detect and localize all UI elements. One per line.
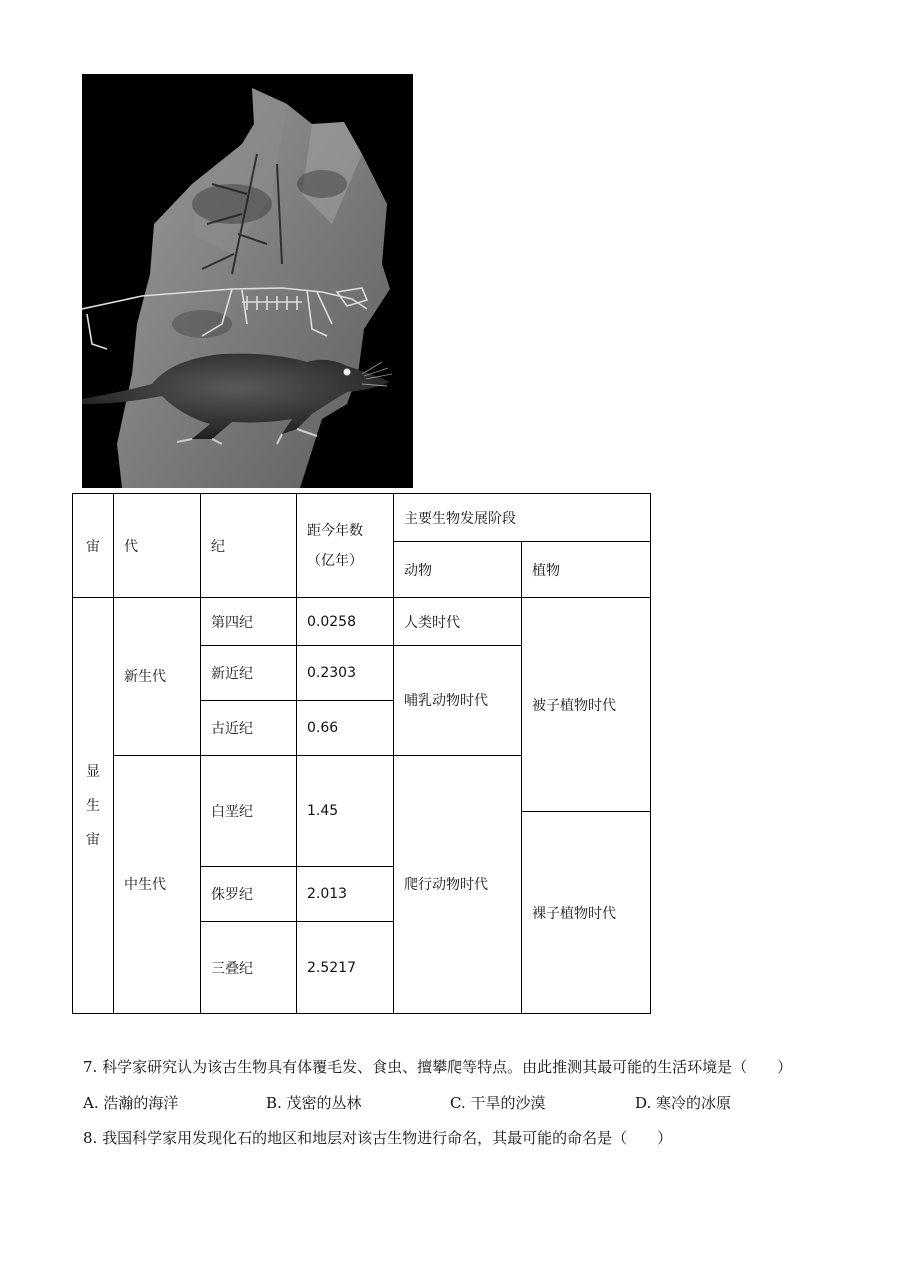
q7-option-b[interactable]: B. 茂密的丛林 <box>266 1094 362 1112</box>
period-name: 新近纪 <box>201 646 297 701</box>
animal-stage: 人类时代 <box>394 598 522 646</box>
header-period: 纪 <box>201 494 297 598</box>
period-age: 2.013 <box>297 867 393 922</box>
geologic-time-table <box>72 493 651 1014</box>
header-plant: 植物 <box>522 542 651 598</box>
question-8: 8. 我国科学家用发现化石的地区和地层对该古生物进行命名，其最可能的命名是（ ） <box>83 1129 673 1147</box>
era-cenozoic: 新生代 <box>114 598 201 756</box>
age-cell <box>297 867 394 1014</box>
header-eon: 宙 <box>73 494 114 598</box>
header-age-line1: 距今年数 <box>307 522 363 539</box>
plant-stage: 被子植物时代 <box>522 598 651 812</box>
period-cell <box>201 867 297 1014</box>
animal-stage: 哺乳动物时代 <box>394 646 522 756</box>
eon-char: 显 <box>86 763 100 780</box>
period-age: 0.2303 <box>297 646 394 701</box>
q7-option-c[interactable]: C. 干旱的沙漠 <box>450 1094 546 1112</box>
header-stage: 主要生物发展阶段 <box>394 494 651 542</box>
q7-option-a[interactable]: A. 浩瀚的海洋 <box>83 1094 179 1112</box>
q7-option-d[interactable]: D. 寒冷的冰原 <box>635 1094 732 1112</box>
period-age: 2.5217 <box>307 959 356 976</box>
period-age: 1.45 <box>297 755 394 867</box>
header-animal: 动物 <box>394 542 522 598</box>
period-name: 三叠纪 <box>211 960 253 977</box>
plant-stage: 裸子植物时代 <box>522 812 651 1014</box>
header-age-line2: （亿年） <box>307 552 363 569</box>
period-name: 古近纪 <box>201 700 297 755</box>
question-7: 7. 科学家研究认为该古生物具有体覆毛发、食虫、擅攀爬等特点。由此推测其最可能的生活环境是（ ） <box>83 1058 793 1076</box>
period-name: 侏罗纪 <box>201 867 296 922</box>
period-name: 白垩纪 <box>201 755 297 867</box>
period-age: 0.66 <box>297 700 394 755</box>
header-era: 代 <box>114 494 201 598</box>
fossil-figure <box>82 74 413 488</box>
header-age <box>297 494 394 598</box>
animal-stage: 爬行动物时代 <box>394 755 522 1014</box>
period-name: 第四纪 <box>201 598 297 646</box>
era-mesozoic: 中生代 <box>114 755 201 1014</box>
fossil-illustration <box>82 74 413 488</box>
eon-char: 宙 <box>86 831 100 848</box>
eon-phanerozoic <box>73 598 114 1014</box>
eon-char: 生 <box>86 797 100 814</box>
period-age: 0.0258 <box>297 598 394 646</box>
